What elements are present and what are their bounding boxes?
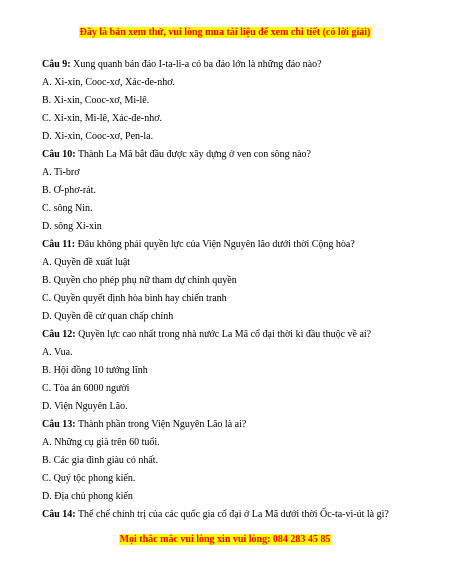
answer-option: C. sông Nin. bbox=[42, 203, 93, 214]
answer-option: A. Xi-xin, Cooc-xơ, Xác-đe-nhơ. bbox=[42, 77, 176, 88]
question-text: Thành phần trong Viện Nguyên Lão là ai? bbox=[77, 419, 247, 430]
answer-option: B. Xi-xin, Cooc-xơ, Mi-lê. bbox=[42, 95, 150, 106]
question-10 bbox=[42, 146, 408, 164]
answer-option: D. sông Xi-xin bbox=[42, 221, 102, 232]
question-number: Câu 11: bbox=[42, 239, 76, 250]
question-number: Câu 9: bbox=[42, 59, 71, 70]
question-text: Quyền lực cao nhất trong nhà nước La Mã cổ đại thời kì đầu thuộc về ai? bbox=[78, 329, 372, 340]
preview-notice-banner bbox=[0, 27, 450, 38]
question-11 bbox=[42, 236, 408, 254]
answer-option: A. Quyền đề xuất luật bbox=[42, 257, 131, 268]
answer-option: D. Viện Nguyên Lão. bbox=[42, 401, 128, 412]
answer-option: C. Quý tộc phong kiến. bbox=[42, 473, 136, 484]
contact-banner bbox=[0, 534, 450, 545]
answer-option: B. Quyền cho phép phụ nữ tham dự chính quyền bbox=[42, 275, 237, 286]
question-9 bbox=[42, 56, 408, 74]
answer-option: B. Các gia đình giàu có nhất. bbox=[42, 455, 159, 466]
question-text: Thành La Mã bắt đầu được xây dựng ở ven con sông nào? bbox=[77, 149, 311, 160]
answer-option: C. Quyền quyết định hòa bình hay chiến tranh bbox=[42, 293, 227, 304]
answer-option: C. Tòa án 6000 người bbox=[42, 383, 130, 394]
question-text: Xung quanh bán đảo I-ta-li-a có ba đảo lớn là những đảo nào? bbox=[73, 59, 322, 70]
question-number: Câu 12: bbox=[42, 329, 76, 340]
answer-option: A. Ti-brơ bbox=[42, 167, 80, 178]
answer-option: B. Hội đồng 10 tướng lĩnh bbox=[42, 365, 148, 376]
question-13 bbox=[42, 416, 408, 434]
contact-text: Mọi thắc mắc vui lòng xin vui lòng: 084 283 45 85 bbox=[119, 534, 331, 545]
question-list bbox=[42, 56, 408, 524]
answer-option: C. Xi-xin, Mi-lê, Xác-đe-nhơ. bbox=[42, 113, 162, 124]
answer-option: D. Địa chủ phong kiến bbox=[42, 491, 133, 502]
question-12 bbox=[42, 326, 408, 344]
question-number: Câu 10: bbox=[42, 149, 76, 160]
answer-option: D. Xi-xin, Cooc-xơ, Pen-la. bbox=[42, 131, 154, 142]
question-text: Thể chế chính trị của các quốc gia cổ đại ở La Mã dưới thời Ốc-ta-vi-út là gì? bbox=[77, 509, 389, 520]
answer-option: A. Vua. bbox=[42, 347, 73, 358]
answer-option: A. Những cụ già trên 60 tuổi. bbox=[42, 437, 160, 448]
answer-option: B. Ơ-phơ-rát. bbox=[42, 185, 96, 196]
question-14 bbox=[42, 506, 408, 524]
preview-notice-text: Đây là bản xem thử, vui lòng mua tài liệu để xem chi tiết (có lời giải) bbox=[79, 27, 371, 38]
question-number: Câu 13: bbox=[42, 419, 76, 430]
question-text: Đâu không phải quyền lực của Viện Nguyên lão dưới thời Cộng hòa? bbox=[77, 239, 355, 250]
question-number: Câu 14: bbox=[42, 509, 76, 520]
answer-option: D. Quyền đề cử quan chấp chính bbox=[42, 311, 174, 322]
